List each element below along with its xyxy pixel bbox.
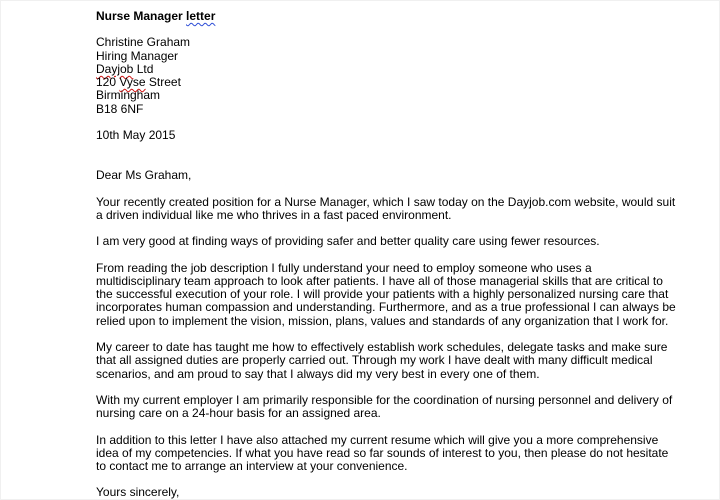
recipient-city: Birmingham <box>96 88 161 103</box>
spelling-flagged-word[interactable]: Vyse <box>119 75 146 90</box>
paragraph: I am very good at finding ways of providing safer and better quality care using fewer resources. <box>96 234 600 249</box>
recipient-address <box>96 36 676 116</box>
paragraph: Your recently created position for a Nurse Manager, which I saw today on the Dayjob.com website, would suit a driven individual like me who thrives in a fast paced environment. <box>96 194 676 222</box>
letter-title <box>96 10 676 23</box>
recipient-position: Hiring Manager <box>96 48 179 63</box>
recipient-company <box>96 63 676 76</box>
closing: Yours sincerely, <box>96 485 180 500</box>
street-number: 120 <box>96 75 120 90</box>
recipient-name: Christine Graham <box>96 35 191 50</box>
street-suffix: Street <box>145 75 181 90</box>
recipient-postcode: B18 6NF <box>96 101 144 116</box>
salutation: Dear Ms Graham, <box>96 168 192 183</box>
paragraph: From reading the job description I fully understand your need to employ someone who uses a multidisciplinary team approach to look after patients. I have all of those managerial skills that are critical to the successful execution of your role. I will provide your patients with a highly personalized nursing care that incorporates human compassion and understanding. Furthermore, and as a true professional I can always be relied upon to implement the vision, mission, plans, values and standards of any organization that I work for. <box>96 260 676 328</box>
paragraph: With my current employer I am primarily responsible for the coordination of nursing personnel and delivery of nursing care on a 24-hour basis for an assigned area. <box>96 392 673 421</box>
grammar-flagged-word[interactable]: letter <box>186 9 216 23</box>
letter-body[interactable] <box>96 10 676 500</box>
company-suffix: Ltd <box>133 61 154 76</box>
recipient-street <box>96 76 676 89</box>
paragraph: In addition to this letter I have also attached my current resume which will give you a more comprehensive idea of my competencies. If what you have read so far sounds of interest to you, then please do not hesitate to contact me to arrange an interview at your convenience. <box>96 432 669 474</box>
title-text: Nurse Manager <box>96 9 187 23</box>
paragraph: My career to date has taught me how to effectively establish work schedules, delegate tasks and make sure that all assigned duties are properly carried out. Through my work I have dealt with many difficult medical scenarios, and am proud to say that I always did my very best in every one of them. <box>96 340 668 381</box>
letter-date: 10th May 2015 <box>96 128 176 143</box>
spelling-flagged-word[interactable]: Dayjob <box>96 61 134 76</box>
